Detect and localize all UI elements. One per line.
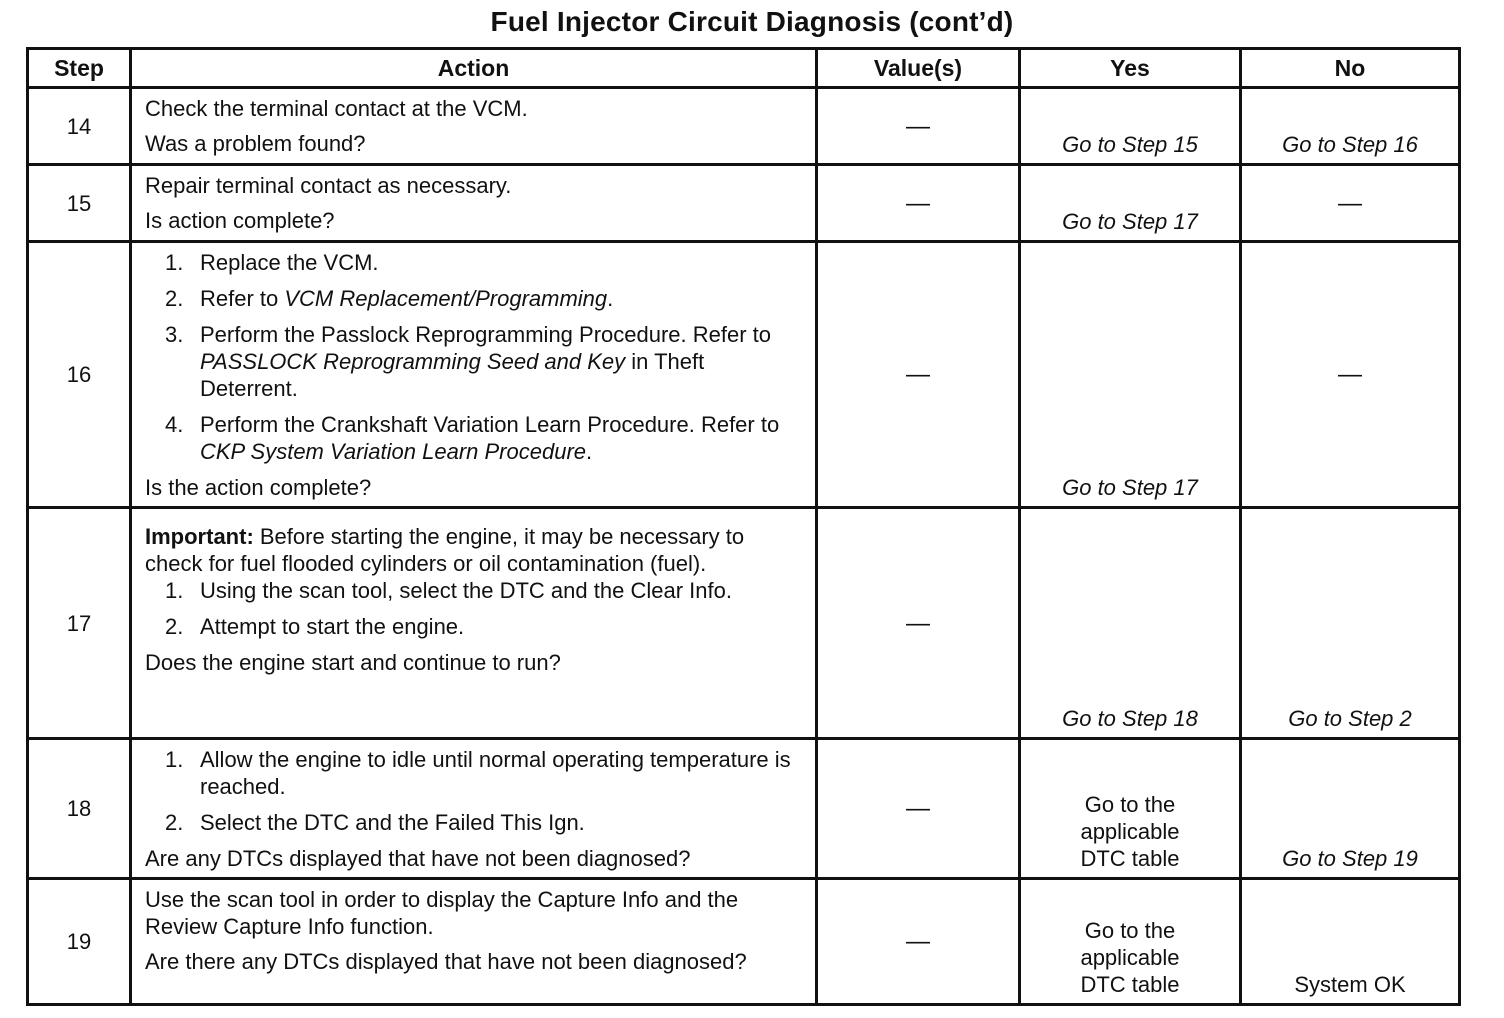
table-row bbox=[28, 88, 1460, 165]
reference-link: CKP System Variation Learn Procedure bbox=[200, 439, 586, 464]
list-item: 1. Using the scan tool, select the DTC and the Clear Info. bbox=[165, 578, 732, 603]
page-title: Fuel Injector Circuit Diagnosis (cont’d) bbox=[490, 6, 1014, 37]
step-number: 15 bbox=[28, 165, 131, 242]
list-item: 4. Perform the Crankshaft Variation Learn Procedure. Refer to CKP System Variation Learn Procedure. bbox=[165, 412, 780, 464]
list-item: 3. Perform the Passlock Reprogramming Procedure. Refer to PASSLOCK Reprogramming Seed and Key in Theft Deterrent. bbox=[165, 322, 772, 401]
action-question: Is action complete? bbox=[145, 208, 335, 233]
no-cell: — bbox=[1241, 165, 1460, 242]
no-cell: Go to Step 2 bbox=[1241, 508, 1460, 739]
no-cell: Go to Step 19 bbox=[1241, 739, 1460, 879]
header-row bbox=[28, 49, 1460, 88]
action-cell bbox=[131, 739, 817, 879]
action-question: Was a problem found? bbox=[145, 131, 366, 156]
header-values: Value(s) bbox=[817, 49, 1020, 88]
step-number: 14 bbox=[28, 88, 131, 165]
step-number: 17 bbox=[28, 508, 131, 739]
action-question: Are there any DTCs displayed that have not been diagnosed? bbox=[145, 949, 747, 974]
action-question: Are any DTCs displayed that have not been diagnosed? bbox=[145, 846, 691, 871]
table-row bbox=[28, 165, 1460, 242]
reference-link: PASSLOCK Reprogramming Seed and Key bbox=[200, 349, 626, 374]
step-number: 19 bbox=[28, 879, 131, 1005]
action-cell bbox=[131, 879, 817, 1005]
list-item: 1. Allow the engine to idle until normal operating temperature is reached. bbox=[165, 747, 791, 799]
table-row bbox=[28, 879, 1460, 1005]
list-item: 2. Select the DTC and the Failed This Ign. bbox=[165, 810, 585, 835]
list-item: 1. Replace the VCM. bbox=[165, 250, 379, 275]
table-row bbox=[28, 508, 1460, 739]
action-text: Check the terminal contact at the VCM. bbox=[145, 96, 528, 121]
no-cell: System OK bbox=[1241, 879, 1460, 1005]
yes-cell: Go to the applicable DTC table bbox=[1020, 739, 1241, 879]
yes-cell: Go to the applicable DTC table bbox=[1020, 879, 1241, 1005]
important-note: Important: Before starting the engine, it may be necessary to check for fuel flooded cylinders or oil contamination (fuel). bbox=[145, 524, 745, 576]
table-row bbox=[28, 739, 1460, 879]
action-text: Use the scan tool in order to display the Capture Info and the Review Capture Info function. bbox=[145, 887, 739, 939]
yes-cell: Go to Step 17 bbox=[1020, 242, 1241, 508]
no-cell: — bbox=[1241, 242, 1460, 508]
step-number: 18 bbox=[28, 739, 131, 879]
action-list bbox=[145, 577, 803, 640]
action-question: Does the engine start and continue to run? bbox=[145, 650, 561, 675]
no-cell: Go to Step 16 bbox=[1241, 88, 1460, 165]
action-cell bbox=[131, 88, 817, 165]
yes-cell: Go to Step 15 bbox=[1020, 88, 1241, 165]
action-list bbox=[145, 746, 803, 836]
value-cell: — bbox=[817, 242, 1020, 508]
value-cell: — bbox=[817, 879, 1020, 1005]
yes-cell: Go to Step 18 bbox=[1020, 508, 1241, 739]
header-no: No bbox=[1241, 49, 1460, 88]
value-cell: — bbox=[817, 739, 1020, 879]
table-row bbox=[28, 242, 1460, 508]
yes-cell: Go to Step 17 bbox=[1020, 165, 1241, 242]
diagnosis-table bbox=[26, 47, 1461, 1006]
header-action: Action bbox=[131, 49, 817, 88]
important-label: Important: bbox=[145, 524, 254, 549]
list-item: 2. Refer to VCM Replacement/Programming. bbox=[165, 286, 614, 311]
step-number: 16 bbox=[28, 242, 131, 508]
header-step: Step bbox=[28, 49, 131, 88]
reference-link: VCM Replacement/Programming bbox=[284, 286, 608, 311]
list-item: 2. Attempt to start the engine. bbox=[165, 614, 465, 639]
value-cell: — bbox=[817, 88, 1020, 165]
action-question: Is the action complete? bbox=[145, 475, 372, 500]
action-list bbox=[145, 249, 803, 465]
action-cell bbox=[131, 508, 817, 739]
value-cell: — bbox=[817, 508, 1020, 739]
action-text: Repair terminal contact as necessary. bbox=[145, 173, 512, 198]
value-cell: — bbox=[817, 165, 1020, 242]
action-cell bbox=[131, 242, 817, 508]
header-yes: Yes bbox=[1020, 49, 1241, 88]
action-cell bbox=[131, 165, 817, 242]
